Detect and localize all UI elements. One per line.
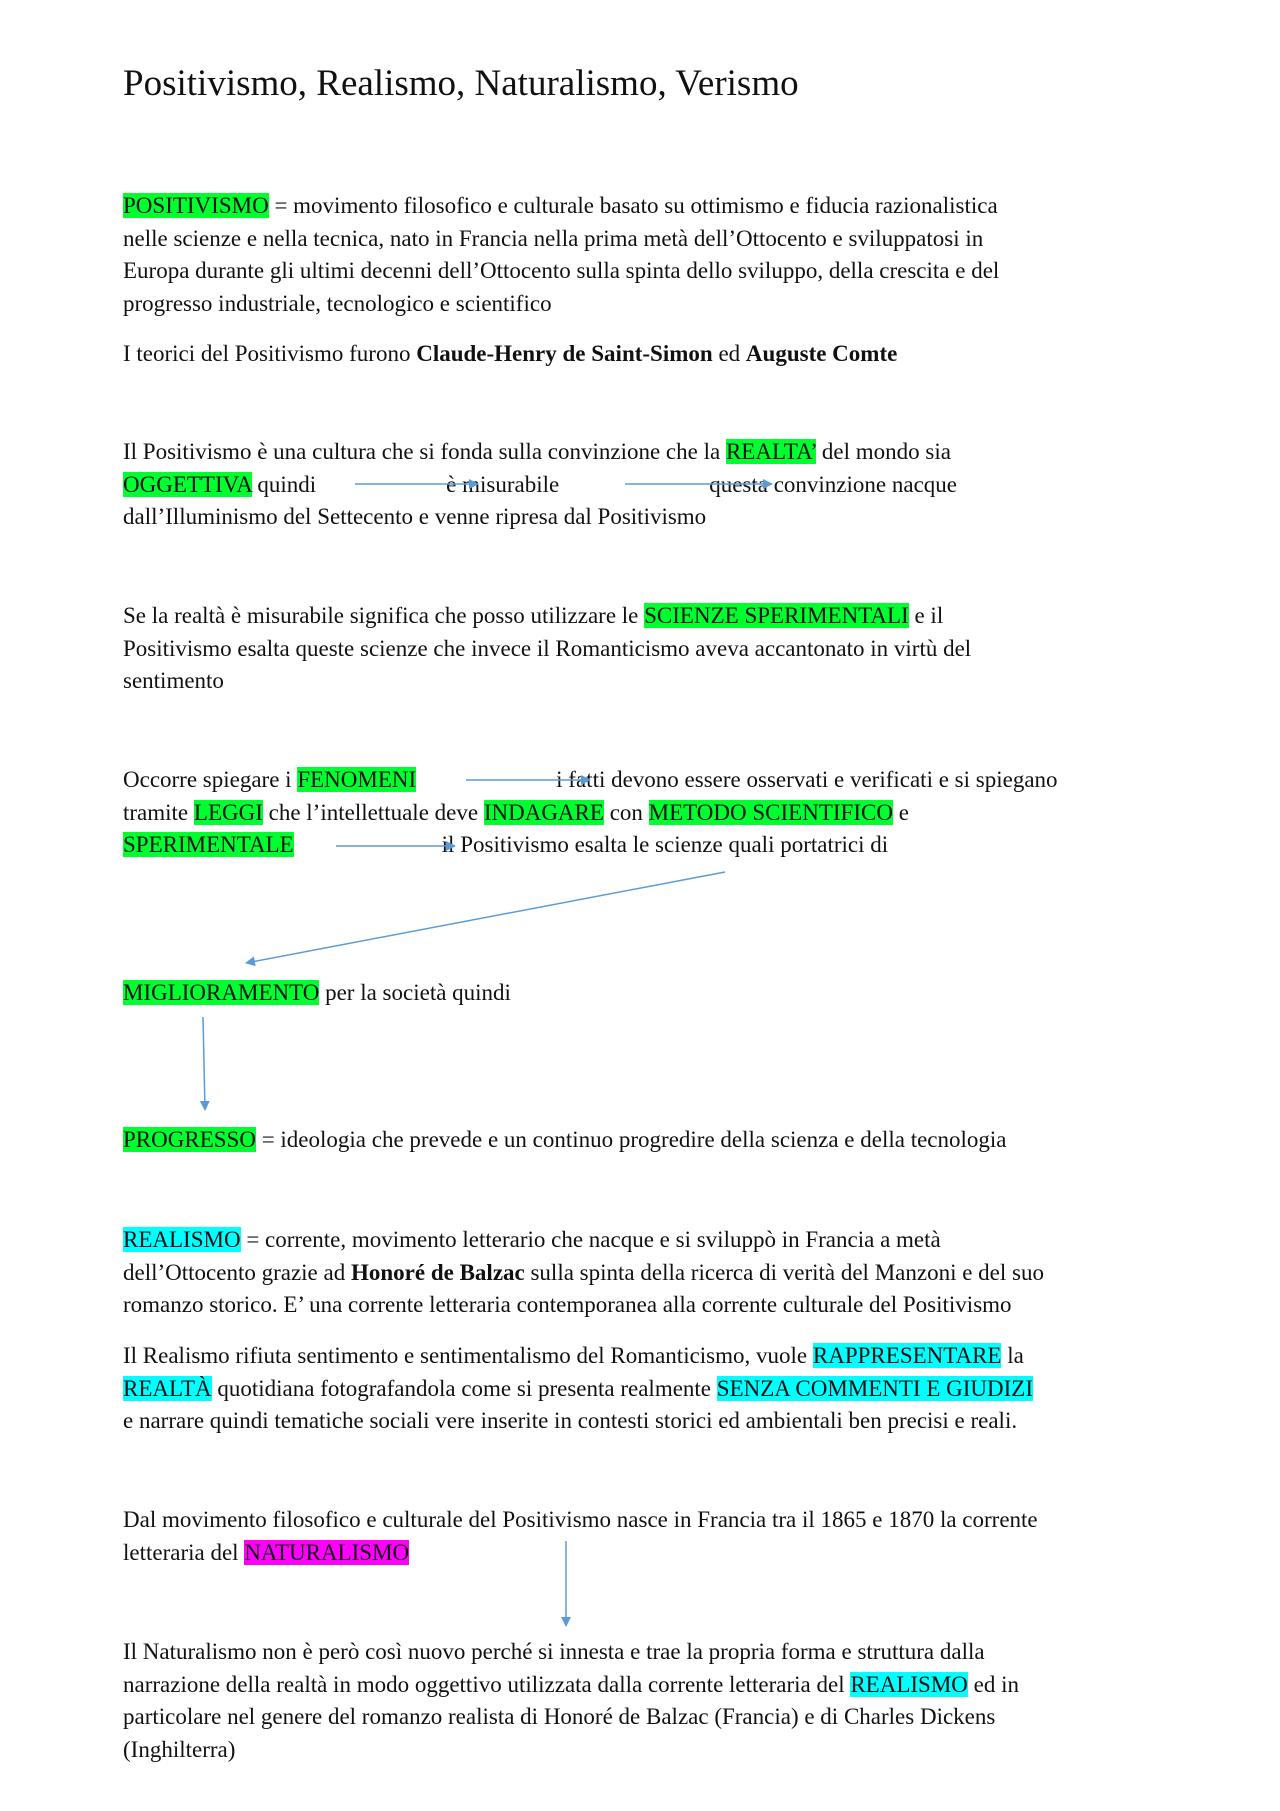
term-realismo: REALISMO (123, 1227, 241, 1252)
naturalismo-innesta-paragraph: Il Naturalismo non è però così nuovo perché si innesta e trae la propria forma e struttura dalla narrazione della realtà in modo oggettivo utilizzata dalla corrente letteraria del REALISMO ed in particolare nel genere del romanzo realista di Honoré de Balzac (Francia) e di Charles Dickens (Inghilterra) (123, 1639, 1020, 1762)
naturalismo-paragraph: Dal movimento filosofico e culturale del Positivismo nasce in Francia tra il 1865 e 1870 la corrente letteraria del NATURALISMO (123, 1507, 1038, 1565)
name-comte: Auguste Comte (745, 341, 898, 366)
term-rappresentare: RAPPRESENTARE (812, 1343, 1002, 1368)
term-indagare: INDAGARE (483, 799, 604, 825)
name-saint-simon: Claude-Henry de Saint-Simon (416, 341, 713, 366)
term-leggi: LEGGI (193, 799, 263, 825)
term-oggettiva: OGGETTIVA (123, 471, 252, 497)
term-realismo-2: REALISMO (850, 1671, 968, 1697)
positivismo-paragraph: POSITIVISMO = movimento filosofico e culturale basato su ottimismo e fiducia razionalistica nelle scienze e nella tecnica, nato in Francia nella prima metà dell’Ottocento e sviluppatosi in Europa durante gli ultimi decenni dell’Ottocento sulla spinta dello sviluppo, della crescita e del progresso industriale, tecnologico e scientifico (123, 193, 1000, 316)
term-positivismo: POSITIVISMO (123, 193, 269, 218)
teorici-paragraph: I teorici del Positivismo furono Claude-Henry de Saint-Simon ed Auguste Comte (123, 341, 898, 366)
term-progresso: PROGRESSO (123, 1127, 256, 1152)
term-senza-commenti: SENZA COMMENTI E GIUDIZI (716, 1375, 1033, 1401)
term-fenomeni: FENOMENI (297, 767, 417, 792)
realta-paragraph: Il Positivismo è una cultura che si fonda sulla convinzione che la REALTA’ del mondo sia OGGETTIVA quindi è misurabile questa convinzione nacque dall’Illuminismo del Settecento e venne ripresa dal Positivismo (123, 439, 957, 529)
term-sperimentale: SPERIMENTALE (123, 832, 294, 857)
scienze-paragraph: Se la realtà è misurabile significa che posso utilizzare le SCIENZE SPERIMENTALI e il Positivismo esalta queste scienze che invece il Romanticismo aveva accantonato in virtù del sentimento (123, 603, 972, 693)
term-naturalismo: NATURALISMO (244, 1539, 410, 1565)
name-balzac: Honoré de Balzac (350, 1259, 525, 1285)
progresso-line: PROGRESSO = ideologia che prevede e un continuo progredire della scienza e della tecnologia (123, 1127, 1007, 1152)
term-miglioramento: MIGLIORAMENTO (123, 980, 320, 1005)
miglioramento-line: MIGLIORAMENTO per la società quindi (123, 980, 511, 1005)
arrow-to-progresso (203, 1017, 205, 1110)
arrow-to-miglioramento (246, 872, 725, 963)
term-realta: REALTA’ (725, 439, 817, 464)
realismo-rifiuta-paragraph: Il Realismo rifiuta sentimento e sentimentalismo del Romanticismo, vuole RAPPRESENTARE la REALTÀ quotidiana fotografandola come si presenta realmente SENZA COMMENTI E GIUDIZI e narrare quindi tematiche sociali vere inserite in contesti storici ed ambientali ben precisi e reali. (123, 1343, 1033, 1433)
term-scienze-sperimentali: SCIENZE SPERIMENTALI (644, 603, 909, 628)
page-title: Positivismo, Realismo, Naturalismo, Verismo (123, 63, 799, 104)
term-metodo-scientifico: METODO SCIENTIFICO (648, 799, 893, 825)
fenomeni-paragraph: Occorre spiegare i FENOMENI i fatti devono essere osservati e verificati e si spiegano tramite LEGGI che l’intellettuale deve INDAGARE con METODO SCIENTIFICO e SPERIMENTALE il Positivismo esalta le scienze quali portatrici di (123, 767, 1058, 857)
term-realta-2: REALTÀ (123, 1375, 212, 1401)
realismo-paragraph: REALISMO = corrente, movimento letterario che nacque e si sviluppò in Francia a metà dell’Ottocento grazie ad Honoré de Balzac sulla spinta della ricerca di verità del Manzoni e del suo romanzo storico. E’ una corrente letteraria contemporanea alla corrente culturale del Positivismo (123, 1227, 1044, 1317)
